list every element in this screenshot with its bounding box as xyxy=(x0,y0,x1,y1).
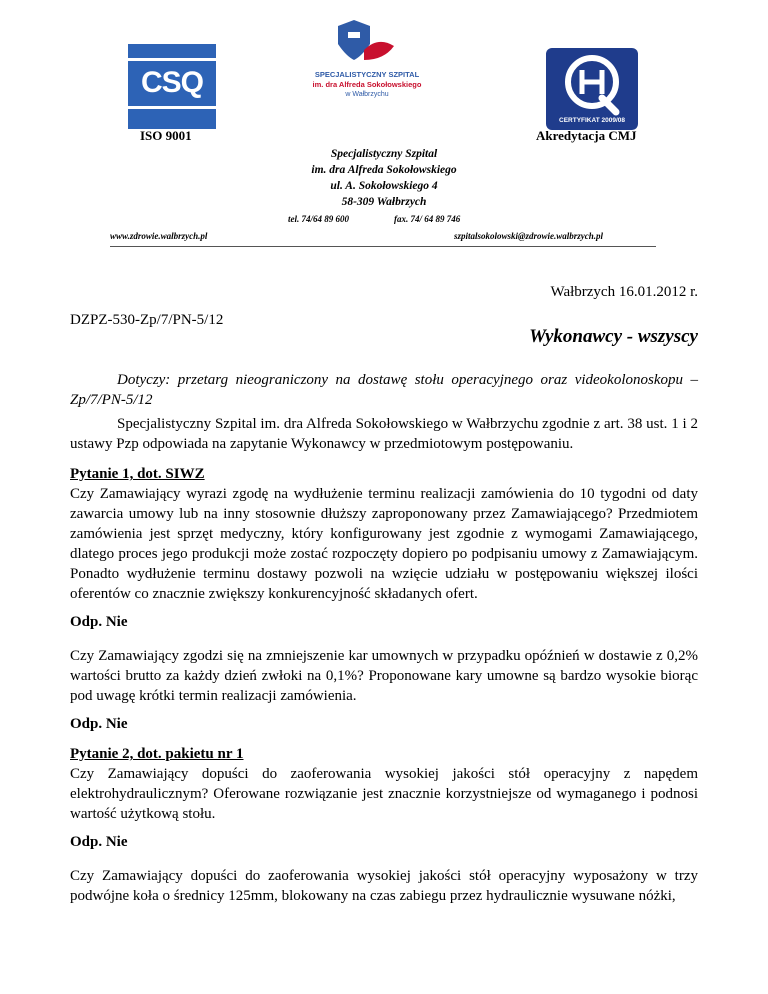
address-line: ul. A. Sokołowskiego 4 xyxy=(330,180,438,192)
intro-paragraph: Specjalistyczny Szpital im. dra Alfreda Sokołowskiego w Wałbrzychu zgodnie z art. 38 ust. 1 i 2 ustawy Pzp odpowiada na zapytanie Wykonawcy w przedmiotowym postępowaniu. xyxy=(70,416,698,452)
iso-label: ISO 9001 xyxy=(140,128,192,143)
answer-1b: Odp. Nie xyxy=(70,716,128,732)
phone-number: tel. 74/64 89 600 xyxy=(288,214,349,224)
question-2b-text: Czy Zamawiający dopuści do zaoferowania wysokiej jakości stół operacyjny wyposażony w trzy podwójne koła o średnicy 125mm, blokowany na czas zabiegu przez hydraulicznie wysuwane nóżki, xyxy=(70,868,698,904)
hq-emblem-icon xyxy=(546,48,638,118)
address-line: Specjalistyczny Szpital xyxy=(330,148,438,160)
website-link[interactable]: www.zdrowie.walbrzych.pl xyxy=(110,231,208,241)
question-2-text: Czy Zamawiający dopuści do zaoferowania wysokiej jakości stół operacyjny z napędem elektrohydraulicznym? Oferowane rozwiązanie jest znacznie korzystniejsze od wymaganego i podnosi wartość użytkową stołu. xyxy=(70,766,698,822)
accreditation-label: Akredytacja CMJ xyxy=(536,128,637,143)
hospital-logo-line1: SPECJALISTYCZNY SZPITAL xyxy=(314,70,420,79)
address-line: im. dra Alfreda Sokołowskiego xyxy=(311,164,457,176)
hospital-logo-line2: im. dra Alfreda Sokołowskiego xyxy=(312,80,422,89)
fax-number: fax. 74/ 64 89 746 xyxy=(394,214,461,224)
answer-1: Odp. Nie xyxy=(70,614,128,630)
reference-number: DZPZ-530-Zp/7/PN-5/12 xyxy=(70,312,224,328)
hq-cert-badge xyxy=(546,48,638,130)
question-1-text: Czy Zamawiający wyrazi zgodę na wydłużenie terminu realizacji zamówienia do 10 tygodni od daty zawarcia umowy lub na inny stosownie dłuższy zaproponowany przez Zamawiającego? Przedmiotem zamówienia jest sprzęt medyczny, który konfigurowany jest zgodnie z wymogami Zamawiającego, dlatego proces jego produkcji może zostać rozpoczęty dopiero po podpisaniu umowy z Zamawiającym. Ponadto wydłużenie terminu dostawy pozwoli na wzięcie udziału w postępowaniu większej ilości oferentów co znacznie zwiększy konkurencyjność składanych ofert. xyxy=(70,486,698,602)
subject-line: Dotyczy: przetarg nieograniczony na dostawę stołu operacyjnego oraz videokolonoskopu – Zp/7/PN-5/12 xyxy=(70,372,698,408)
hospital-logo-line3: w Wałbrzychu xyxy=(345,91,389,98)
question-2-heading xyxy=(70,744,698,764)
csq-logo-text: CSQ xyxy=(140,66,203,99)
question-1-title: Pytanie 1, dot. SIWZ xyxy=(70,466,205,482)
question-1b-text: Czy Zamawiający zgodzi się na zmniejszenie kar umownych w przypadku opóźnień w dostawie z 0,2% wartości brutto za każdy dzień zwłoki na 0,1%? Proponowane kary umowne są bardzo wysokie biorąc pod uwagę krótki termin realizacji zamówienia. xyxy=(70,648,698,704)
question-2-title: Pytanie 2, dot. pakietu nr 1 xyxy=(70,746,244,762)
email-link[interactable]: szpitalsokolowski@zdrowie.walbrzych.pl xyxy=(454,231,604,241)
hospital-logo-text xyxy=(288,70,446,100)
csq-logo xyxy=(128,44,216,129)
hq-cert-text: CERTYFIKAT 2009/08 xyxy=(559,117,625,124)
place-date: Wałbrzych 16.01.2012 r. xyxy=(550,284,698,300)
address-line: 58-309 Wałbrzych xyxy=(341,196,427,208)
answer-2: Odp. Nie xyxy=(70,834,128,850)
question-1-heading xyxy=(70,464,698,484)
recipient: Wykonawcy - wszyscy xyxy=(529,326,698,347)
hospital-address xyxy=(234,146,534,210)
header-divider xyxy=(110,246,656,247)
